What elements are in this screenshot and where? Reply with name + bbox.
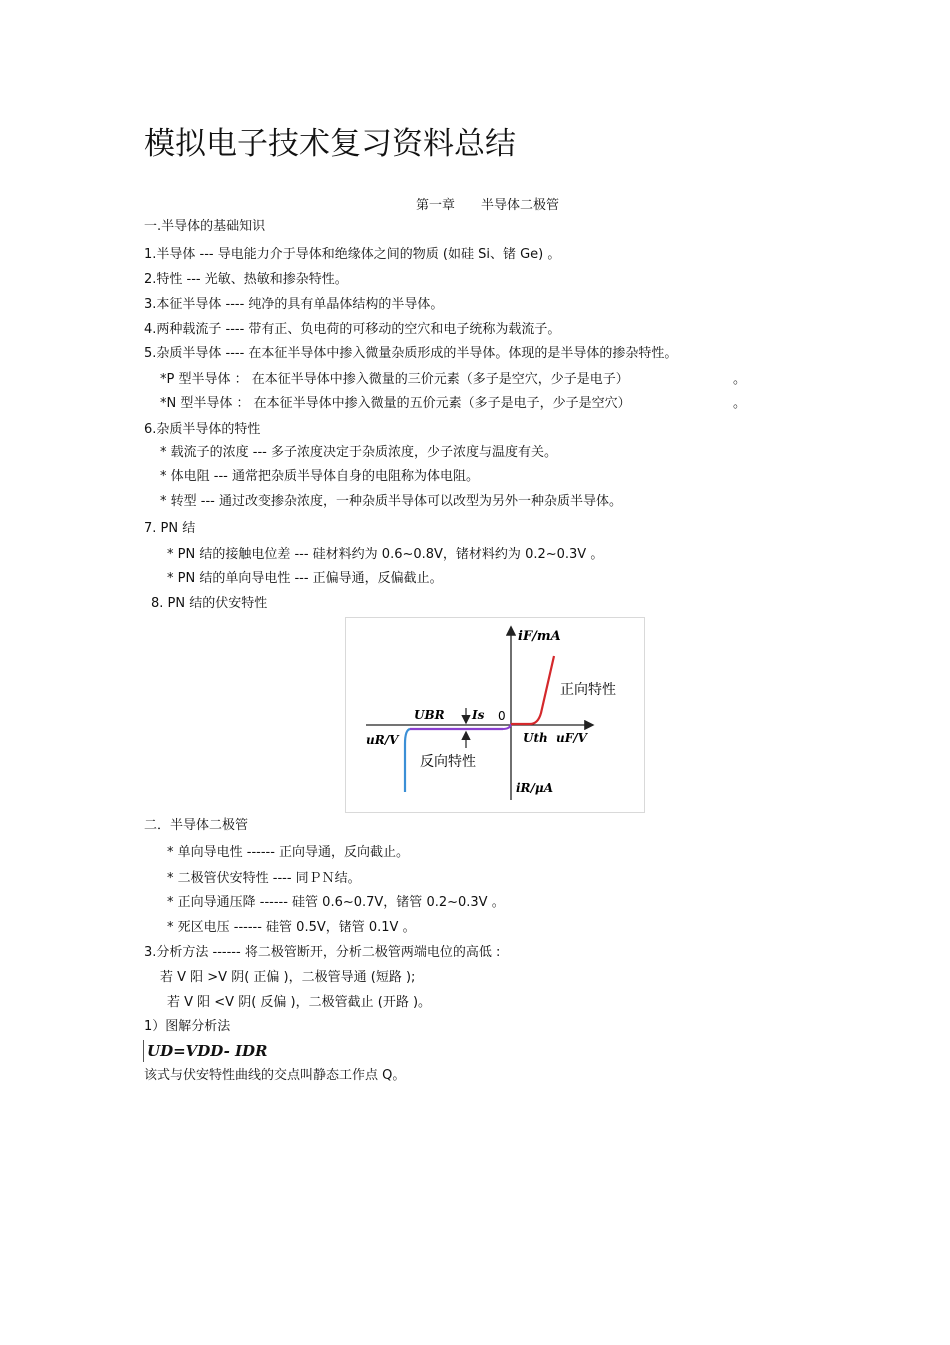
text-line: 7. PN 结: [144, 521, 196, 536]
text-line: 3.本征半导体 ---- 纯净的具有单晶体结构的半导体。: [144, 297, 444, 312]
period-mark: 。: [733, 372, 747, 387]
text-line: 1.半导体 --- 导电能力介于导体和绝缘体之间的物质 (如硅 Si、锗 Ge) 。: [144, 247, 561, 262]
text-line: 3.分析方法 ------ 将二极管断开，分析二极管两端电位的高低 :: [144, 945, 501, 960]
y-axis-top-label: iF/mA: [518, 629, 561, 644]
text-line: 若 V 阳 <V 阴( 反偏 )，二极管截止 (开路 )。: [167, 995, 432, 1010]
text-line: 4.两种载流子 ---- 带有正、负电荷的可移动的空穴和电子统称为载流子。: [144, 322, 561, 337]
text-line: * PN 结的接触电位差 --- 硅材料约为 0.6~0.8V，锗材料约为 0.2~0.3V 。: [167, 547, 604, 562]
text-line: * 体电阻 --- 通常把杂质半导体自身的电阻称为体电阻。: [160, 469, 479, 484]
text-line: * 载流子的浓度 --- 多子浓度决定于杂质浓度，少子浓度与温度有关。: [160, 445, 557, 460]
text-line: 6.杂质半导体的特性: [144, 422, 261, 437]
text-line: * 单向导电性 ------ 正向导通，反向截止。: [167, 845, 410, 860]
text-line: 该式与伏安特性曲线的交点叫静态工作点 Q。: [144, 1068, 406, 1083]
is-label: Is: [472, 708, 485, 722]
text-line: 8. PN 结的伏安特性: [151, 596, 268, 611]
x-axis-right-label: uF/V: [556, 731, 587, 745]
y-axis-bottom-label: iR/μA: [516, 781, 554, 795]
ubr-label: UBR: [414, 708, 445, 722]
pn-junction-iv-figure: [345, 617, 645, 813]
text-line: * 转型 --- 通过改变掺杂浓度，一种杂质半导体可以改型为另外一种杂质半导体。: [160, 494, 622, 509]
text-line: 5.杂质半导体 ---- 在本征半导体中掺入微量杂质形成的半导体。体现的是半导体的掺杂特性。: [144, 346, 678, 361]
document-title: 模拟电子技术复习资料总结: [144, 126, 516, 162]
chapter-heading: 第一章 半导体二极管: [416, 198, 560, 213]
text-line: * 正向导通压降 ------ 硅管 0.6~0.7V，锗管 0.2~0.3V 。: [167, 895, 505, 910]
text-line: *P 型半导体 ： 在本征半导体中掺入微量的三价元素（多子是空穴，少子是电子）: [160, 372, 629, 387]
formula: UD=VDD- IDR: [143, 1040, 268, 1062]
text-line: * 死区电压 ------ 硅管 0.5V，锗管 0.1V 。: [167, 920, 416, 935]
forward-curve: [511, 656, 554, 724]
text-line: *N 型半导体 ： 在本征半导体中掺入微量的五价元素（多子是电子，少子是空穴）: [160, 396, 631, 411]
section-heading-2: 二．半导体二极管: [144, 818, 249, 833]
period-mark: 。: [733, 396, 747, 411]
text-line: 1）图解分析法: [144, 1019, 231, 1034]
x-axis-left-label: uR/V: [366, 733, 399, 747]
text-line: 若 V 阳 >V 阴( 正偏 )，二极管导通 (短路 );: [160, 970, 416, 985]
uth-label: Uth: [523, 731, 548, 745]
text-line: 2.特性 --- 光敏、热敏和掺杂特性。: [144, 272, 348, 287]
reverse-label: 反向特性: [420, 754, 476, 770]
text-line: * PN 结的单向导电性 --- 正偏导通，反偏截止。: [167, 571, 443, 586]
section-heading-1: 一.半导体的基础知识: [144, 219, 266, 234]
breakdown-curve: [405, 729, 410, 792]
iv-curve-diagram: [346, 618, 644, 812]
text-line: * 二极管伏安特性 ---- 同ＰＮ结。: [167, 871, 361, 886]
forward-label: 正向特性: [560, 682, 616, 698]
origin-label: 0: [498, 709, 506, 723]
